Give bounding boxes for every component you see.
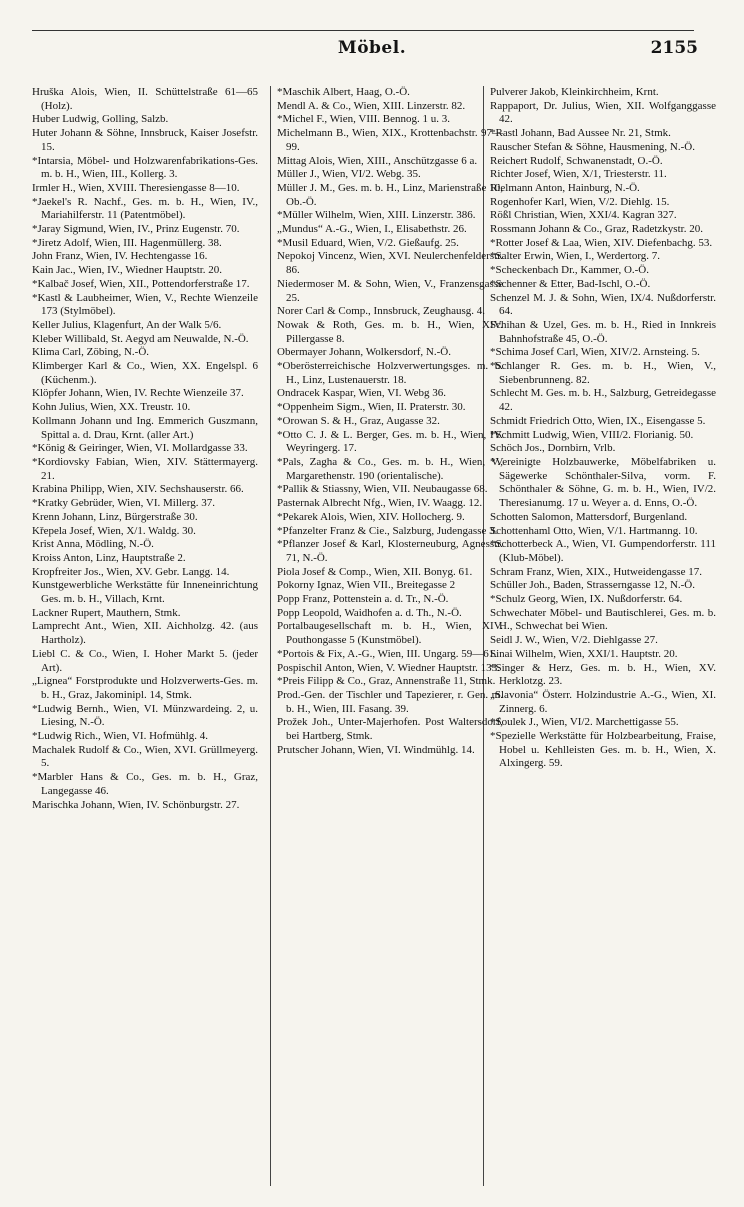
directory-entry: Schenzel M. J. & Sohn, Wien, IX/4. Nußdorferstr. 64. (490, 291, 716, 318)
directory-entry: Lackner Rupert, Mauthern, Stmk. (32, 606, 181, 619)
directory-entry: Sinai Wilhelm, Wien, XXI/1. Hauptstr. 20. (490, 647, 678, 660)
directory-entry: Kollmann Johann und Ing. Emmerich Guszmann, Spittal a. d. Drau, Krnt. (aller Art.) (32, 414, 258, 441)
directory-entry: *Jiretz Adolf, Wien, III. Hagenmüllerg. 38. (32, 236, 222, 249)
directory-entry: Rößl Christian, Wien, XXI/4. Kagran 327. (490, 209, 677, 222)
directory-entry: Norer Carl & Comp., Innsbruck, Zeughausg. 4. (277, 305, 486, 318)
directory-column-2 (277, 86, 503, 757)
directory-entry: Lamprecht Ant., Wien, XII. Aichholzg. 42. (aus Hartholz). (32, 620, 258, 647)
directory-entry: Kunstgewerbliche Werkstätte für Inneneinrichtung Ges. m. b. H., Villach, Krnt. (32, 579, 258, 606)
directory-entry: *Scheckenbach Dr., Kammer, O.-Ö. (490, 264, 650, 277)
directory-entry: *Portois & Fix, A.-G., Wien, III. Ungarg. 59—61. (277, 647, 498, 660)
directory-entry: Rappaport, Dr. Julius, Wien, XII. Wolfganggasse 42. (490, 99, 716, 126)
directory-entry: *Schenner & Etter, Bad-Ischl, O.-Ö. (490, 277, 651, 290)
directory-entry: Popp Leopold, Waidhofen a. d. Th., N.-Ö. (277, 606, 462, 619)
directory-entry: *Schlanger R. Ges. m. b. H., Wien, V., Siebenbrunneng. 82. (490, 360, 716, 386)
directory-entry: Müller J. M., Ges. m. b. H., Linz, Marienstraße 10, Ob.-Ö. (277, 181, 503, 208)
directory-entry: *Michel F., Wien, VIII. Bennog. 1 u. 3. (277, 113, 451, 126)
directory-entry: *Orowan S. & H., Graz, Augasse 32. (277, 414, 440, 427)
directory-entry: Pokorny Ignaz, Wien VII., Breitegasse 2 (277, 579, 456, 592)
directory-entry: Klimberger Karl & Co., Wien, XX. Engelspl. 6 (Küchenm.). (32, 360, 258, 386)
directory-entry: *Rotter Josef & Laa, Wien, XIV. Diefenbachg. 53. (490, 236, 713, 249)
directory-entry: Schöch Jos., Dornbirn, Vrlb. (490, 442, 616, 455)
directory-entry: Krist Anna, Mödling, N.-Ö. (32, 538, 154, 551)
directory-entry: *Intarsia, Möbel- und Holzwarenfabrikations-Ges. m. b. H., Wien, III., Kollerg. 3. (32, 154, 258, 181)
directory-entry: *Müller Wilhelm, Wien, XIII. Linzerstr. 386. (277, 209, 476, 222)
directory-entry: Schwechater Möbel- und Bautischlerei, Ges. m. b. H., Schwechat bei Wien. (490, 606, 716, 633)
directory-entry: Kroiss Anton, Linz, Hauptstraße 2. (32, 551, 186, 564)
directory-entry: Schotten Salomon, Mattersdorf, Burgenland. (490, 510, 688, 523)
directory-entry: Irmler H., Wien, XVIII. Theresiengasse 8—10. (32, 181, 240, 194)
directory-column-1 (32, 86, 258, 812)
directory-entry: Michelmann B., Wien, XIX., Krottenbachstr. 97—99. (277, 127, 503, 153)
directory-entry: Machalek Rudolf & Co., Wien, XVI. Grüllmeyerg. 5. (32, 743, 258, 770)
directory-entry: Schüller Joh., Baden, Strasserngasse 12, N.-Ö. (490, 579, 695, 592)
directory-entry: Rogenhofer Karl, Wien, V/2. Diehlg. 15. (490, 195, 670, 208)
directory-entry: *Marbler Hans & Co., Ges. m. b. H., Graz, Langegasse 46. (32, 771, 258, 797)
directory-entry: John Franz, Wien, IV. Hechtengasse 16. (32, 250, 208, 263)
directory-entry: Liebl C. & Co., Wien, I. Hoher Markt 5. (jeder Art). (32, 647, 258, 674)
directory-entry: Rauscher Stefan & Söhne, Hausmening, N.-Ö. (490, 140, 695, 153)
directory-entry: Prutscher Johann, Wien, VI. Windmühlg. 14. (277, 743, 475, 756)
directory-entry: Pulverer Jakob, Kleinkirchheim, Krnt. (490, 86, 659, 98)
directory-entry: Krabina Philipp, Wien, XIV. Sechshauserstr. 66. (32, 483, 244, 496)
directory-entry: *Singer & Herz, Ges. m. b. H., Wien, XV. Herklotzg. 23. (490, 661, 716, 688)
directory-entry: Mittag Alois, Wien, XIII., Anschützgasse 6 a. (277, 154, 478, 167)
directory-entry: Kropfreiter Jos., Wien, XV. Gebr. Langg. 14. (32, 565, 230, 578)
page-number: 2155 (650, 38, 698, 58)
directory-entry: Schottenhaml Otto, Wien, V/1. Hartmanng. 10. (490, 524, 698, 537)
directory-entry: *Pekarek Alois, Wien, XIV. Hollocherg. 9. (277, 510, 465, 523)
directory-entry: Reichert Rudolf, Schwanenstadt, O.-Ö. (490, 154, 663, 167)
directory-entry: Huter Johann & Söhne, Innsbruck, Kaiser Josefstr. 15. (32, 127, 258, 153)
directory-entry: Obermayer Johann, Wolkersdorf, N.-Ö. (277, 346, 451, 359)
directory-entry: Schram Franz, Wien, XIX., Hutweidengasse 17. (490, 565, 702, 578)
directory-entry: Schmidt Friedrich Otto, Wien, IX., Eisengasse 5. (490, 414, 706, 427)
directory-entry: *Pfanzelter Franz & Cie., Salzburg, Judengasse 3. (277, 524, 498, 537)
directory-entry: *König & Geiringer, Wien, VI. Mollardgasse 33. (32, 442, 248, 455)
directory-entry: Popp Franz, Pottenstein a. d. Tr., N.-Ö. (277, 593, 449, 606)
directory-entry: *Soulek J., Wien, VI/2. Marchettigasse 55. (490, 716, 679, 729)
directory-entry: Rielmann Anton, Hainburg, N.-Ö. (490, 181, 640, 194)
directory-entry: Portalbaugesellschaft m. b. H., Wien, XIV. Pouthongasse 5 (Kunstmöbel). (277, 620, 503, 647)
directory-entry: Piola Josef & Comp., Wien, XII. Bonyg. 61. (277, 565, 473, 578)
directory-entry: Klöpfer Johann, Wien, IV. Rechte Wienzeile 37. (32, 387, 244, 400)
directory-entry: *Musil Eduard, Wien, V/2. Gießaufg. 25. (277, 236, 459, 249)
directory-entry: *Ludwig Bernh., Wien, VI. Münzwardeing. 2, u. Liesing, N.-Ö. (32, 702, 258, 729)
directory-entry: „Mundus“ A.-G., Wien, I., Elisabethstr. 26. (277, 223, 467, 236)
directory-entry: *Pflanzer Josef & Karl, Klosterneuburg, Agnesstr. 71, N.-Ö. (277, 538, 503, 564)
directory-entry: Nepokoj Vincenz, Wien, XVI. Neulerchenfelderstr. 86. (277, 250, 503, 277)
directory-entry: Niedermoser M. & Sohn, Wien, V., Franzensgasse 25. (277, 277, 503, 304)
directory-entry: *Schulz Georg, Wien, IX. Nußdorferstr. 64. (490, 593, 683, 606)
directory-entry: *Oppenheim Sigm., Wien, II. Praterstr. 30. (277, 401, 466, 414)
directory-entry: Müller J., Wien, VI/2. Webg. 35. (277, 168, 421, 181)
directory-entry: Prod.-Gen. der Tischler und Tapezierer, r. Gen. m. b. H., Wien, III. Fasang. 39. (277, 688, 503, 715)
directory-entry: *Schima Josef Carl, Wien, XIV/2. Arnsteing. 5. (490, 346, 700, 359)
directory-entry: *Jaray Sigmund, Wien, IV., Prinz Eugenstr. 70. (32, 223, 240, 236)
directory-entry: *Preis Filipp & Co., Graz, Annenstraße 11, Stmk. (277, 675, 496, 688)
directory-entry: Prožek Joh., Unter-Majerhofen. Post Waltersdorf, bei Hartberg, Stmk. (277, 716, 503, 743)
directory-entry: Krenn Johann, Linz, Bürgerstraße 30. (32, 510, 198, 523)
directory-entry: *Rastl Johann, Bad Aussee Nr. 21, Stmk. (490, 127, 671, 140)
directory-entry: Seidl J. W., Wien, V/2. Diehlgasse 27. (490, 634, 658, 647)
directory-entry: *Jaekel's R. Nachf., Ges. m. b. H., Wien, IV., Mariahilferstr. 11 (Patentmöbel). (32, 195, 258, 222)
directory-entry: Křepela Josef, Wien, X/1. Waldg. 30. (32, 524, 196, 537)
directory-entry: Richter Josef, Wien, X/1, Triesterstr. 11. (490, 168, 667, 181)
directory-entry: *Ludwig Rich., Wien, VI. Hofmühlg. 4. (32, 730, 209, 743)
directory-entry: Ondracek Kaspar, Wien, VI. Webg 36. (277, 387, 446, 400)
directory-entry: *Spezielle Werkstätte für Holzbearbeitung, Fraise, Hobel u. Kehlleisten Ges. m. b. H., Wien, X. Alxingerg. 59. (490, 730, 716, 770)
directory-entry: *Kratky Gebrüder, Wien, VI. Millerg. 37. (32, 497, 216, 510)
directory-entry: *Pallik & Stiassny, Wien, VII. Neubaugasse 68. (277, 483, 488, 496)
directory-entry: *Pals, Zagha & Co., Ges. m. b. H., Wien, V., Margarethenstr. 190 (orientalische). (277, 455, 503, 482)
directory-entry: *Oberösterreichische Holzverwertungsges. m. b. H., Linz, Lustenauerstr. 18. (277, 360, 503, 386)
directory-entry: Pospischil Anton, Wien, V. Wiedner Hauptstr. 133. (277, 661, 500, 674)
directory-entry: *Kordiovsky Fabian, Wien, XIV. Stättermayerg. 21. (32, 455, 258, 482)
directory-entry: Nowak & Roth, Ges. m. b. H., Wien, XIV. Pillergasse 8. (277, 318, 503, 345)
directory-entry: „Lignea“ Forstprodukte und Holzverwerts-Ges. m. b. H., Graz, Jakominipl. 14, Stmk. (32, 675, 258, 701)
column-divider-1 (270, 86, 271, 1186)
directory-entry: „Slavonia“ Österr. Holzindustrie A.-G., Wien, XI. Zinnerg. 6. (490, 688, 716, 715)
directory-entry: Huber Ludwig, Golling, Salzb. (32, 113, 169, 126)
directory-entry: Klima Carl, Zöbing, N.-Ö. (32, 346, 150, 359)
directory-entry: *Maschik Albert, Haag, O.-Ö. (277, 86, 410, 98)
header-rule (32, 30, 694, 31)
page-title: Möbel. (337, 38, 407, 58)
directory-entry: Mendl A. & Co., Wien, XIII. Linzerstr. 82. (277, 99, 466, 112)
directory-entry: Schihan & Uzel, Ges. m. b. H., Ried in Innkreis Bahnhofstraße 45, O.-Ö. (490, 318, 716, 345)
directory-entry: Hruška Alois, Wien, II. Schüttelstraße 61—65 (Holz). (32, 86, 258, 112)
directory-entry: Kleber Willibald, St. Aegyd am Neuwalde, N.-Ö. (32, 332, 249, 345)
directory-entry: Kain Jac., Wien, IV., Wiedner Hauptstr. 20. (32, 264, 223, 277)
directory-entry: Rossmann Johann & Co., Graz, Radetzkystr. 20. (490, 223, 703, 236)
directory-entry: *Schmitt Ludwig, Wien, VIII/2. Florianig. 50. (490, 428, 694, 441)
directory-entry: *Otto C. J. & L. Berger, Ges. m. b. H., Wien, IV. Weyringerg. 17. (277, 428, 503, 455)
directory-entry: *Kastl & Laubheimer, Wien, V., Rechte Wienzeile 173 (Stylmöbel). (32, 291, 258, 318)
directory-entry: Kohn Julius, Wien, XX. Treustr. 10. (32, 401, 191, 414)
directory-entry: *Vereinigte Holzbauwerke, Möbelfabriken u. Sägewerke Schönthaler-Silva, vorm. F. Schönthaler & Söhne, G. m. b. H., Wien, IV/2. Theresianumg. 17 u. Weyer a. d. Enns, O.-Ö. (490, 455, 716, 510)
directory-entry: Schlecht M. Ges. m. b. H., Salzburg, Getreidegasse 42. (490, 387, 716, 414)
directory-entry: *Kalbač Josef, Wien, XII., Pottendorferstraße 17. (32, 277, 250, 290)
directory-column-3 (490, 86, 716, 771)
directory-entry: Keller Julius, Klagenfurt, An der Walk 5/6. (32, 318, 222, 331)
directory-entry: *Salter Erwin, Wien, I., Werdertorg. 7. (490, 250, 661, 263)
directory-entry: Marischka Johann, Wien, IV. Schönburgstr. 27. (32, 798, 240, 811)
directory-entry: *Schotterbeck A., Wien, VI. Gumpendorferstr. 111 (Klub-Möbel). (490, 538, 716, 564)
directory-entry: Pasternak Albrecht Nfg., Wien, IV. Waagg. 12. (277, 497, 483, 510)
